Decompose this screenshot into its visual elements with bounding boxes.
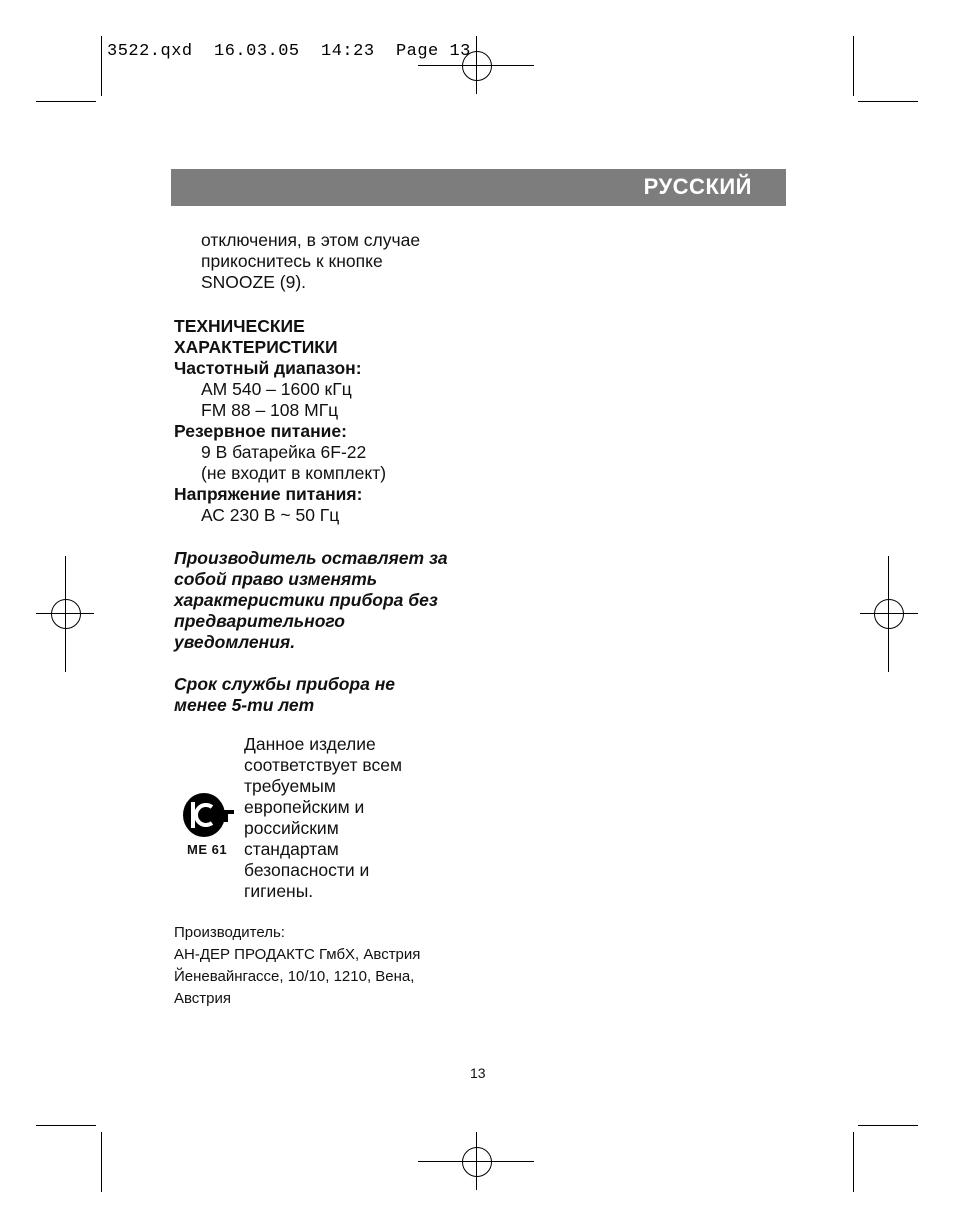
backup-note: (не входит в комплект)	[201, 463, 387, 483]
crop-mark	[101, 36, 102, 96]
registration-circle	[874, 599, 904, 629]
lifetime-paragraph: Срок службы прибора не менее 5-ти лет	[174, 674, 396, 715]
crop-mark	[853, 36, 854, 96]
crop-mark	[101, 1132, 102, 1192]
voltage-value: АС 230 В ~ 50 Гц	[201, 505, 340, 525]
backup-value: 9 В батарейка 6F-22	[201, 442, 367, 462]
language-label: РУССКИЙ	[643, 174, 752, 199]
certification-text: Данное изделие соответствует всем требуемым европейским и российским стандартам безопасности и гигиены.	[244, 734, 402, 901]
manufacturer-line: Австрия	[174, 990, 232, 1007]
backup-label: Резервное питание:	[174, 421, 347, 441]
manufacturer-info	[174, 922, 420, 1010]
certification-code: МЕ 61	[187, 842, 228, 857]
language-header-bar	[171, 169, 786, 206]
specs-heading: ХАРАКТЕРИСТИКИ	[174, 337, 338, 357]
registration-circle	[51, 599, 81, 629]
page-number: 13	[470, 1065, 486, 1081]
specs-section	[174, 316, 494, 526]
manufacturer-line: АН-ДЕР ПРОДАКТС ГмбХ, Австрия	[174, 946, 421, 963]
notice-paragraph: Производитель оставляет за собой право изменять характеристики прибора без предварительного уведомления.	[174, 548, 448, 652]
freq-fm: FM 88 – 108 МГц	[201, 400, 339, 420]
freq-am: АМ 540 – 1600 кГц	[201, 379, 352, 399]
crop-mark	[36, 101, 96, 102]
specs-heading: ТЕХНИЧЕСКИЕ	[174, 316, 305, 336]
crop-mark	[853, 1132, 854, 1192]
registration-circle	[462, 1147, 492, 1177]
crop-mark	[36, 1125, 96, 1126]
voltage-label: Напряжение питания:	[174, 484, 363, 504]
intro-paragraph: отключения, в этом случае прикоснитесь к кнопке SNOOZE (9).	[201, 230, 421, 292]
freq-label: Частотный диапазон:	[174, 358, 362, 378]
crop-mark	[858, 1125, 918, 1126]
rst-certification-logo-icon	[182, 792, 238, 838]
manufacturer-line: Йеневайнгассе, 10/10, 1210, Вена,	[174, 968, 415, 985]
manufacturer-label: Производитель:	[174, 924, 285, 941]
instructions-content	[174, 230, 494, 716]
crop-mark	[858, 101, 918, 102]
print-slug: 3522.qxd 16.03.05 14:23 Page 13	[107, 42, 471, 61]
